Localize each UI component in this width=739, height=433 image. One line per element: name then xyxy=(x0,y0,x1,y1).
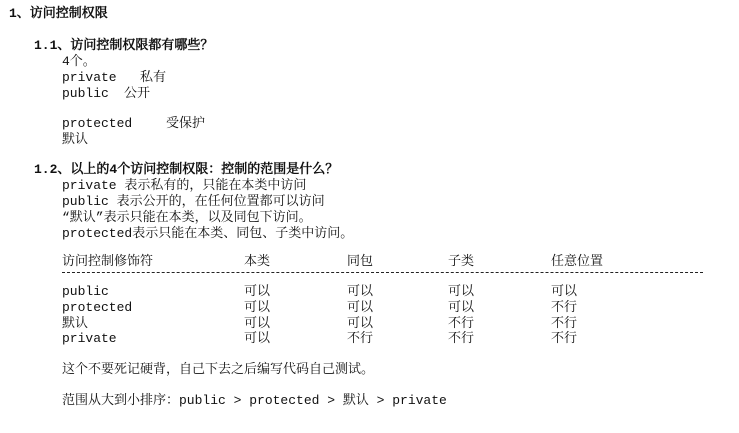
modifier-meaning-protected: 受保护 xyxy=(166,116,206,131)
table-cell: 不行 xyxy=(551,300,578,315)
table-cell: 可以 xyxy=(244,316,271,331)
modifier-meaning-public: 公开 xyxy=(124,86,151,101)
table-cell: 不行 xyxy=(448,331,475,346)
table-cell: 可以 xyxy=(347,284,374,299)
modifier-keyword-protected: protected xyxy=(62,116,133,131)
modifier-meaning-private: 私有 xyxy=(140,70,167,85)
question-2-heading: 1.2、以上的4个访问控制权限：控制的范围是什么？ xyxy=(34,162,339,177)
table-cell: 可以 xyxy=(551,284,578,299)
modifier-keyword-public: public xyxy=(62,86,109,101)
table-header-subclass: 子类 xyxy=(448,254,475,269)
table-header-same-class: 本类 xyxy=(244,254,271,269)
table-cell: 可以 xyxy=(448,300,475,315)
modifier-count: 4个。 xyxy=(62,54,96,69)
modifier-keyword-private: private xyxy=(62,70,117,85)
table-cell: 不行 xyxy=(551,316,578,331)
table-cell: 可以 xyxy=(244,331,271,346)
scope-line-default: “默认”表示只能在本类，以及同包下访问。 xyxy=(62,210,312,225)
advice-note: 这个不要死记硬背，自己下去之后编写代码自己测试。 xyxy=(62,362,375,377)
table-header-modifier: 访问控制修饰符 xyxy=(62,254,154,269)
table-cell: 不行 xyxy=(347,331,374,346)
table-divider xyxy=(62,272,703,273)
table-header-anywhere: 任意位置 xyxy=(551,254,604,269)
question-1-heading: 1.1、访问控制权限都有哪些？ xyxy=(34,38,214,53)
table-header-same-package: 同包 xyxy=(347,254,374,269)
section-title: 1、访问控制权限 xyxy=(9,6,108,21)
table-cell: 可以 xyxy=(448,284,475,299)
scope-line-protected: protected表示只能在本类、同包、子类中访问。 xyxy=(62,226,354,241)
scope-line-public: public 表示公开的，在任何位置都可以访问 xyxy=(62,194,325,209)
table-cell: 可以 xyxy=(347,300,374,315)
table-cell: 不行 xyxy=(551,331,578,346)
table-cell-modifier: 默认 xyxy=(62,316,89,331)
modifier-keyword-default: 默认 xyxy=(62,132,89,147)
table-cell: 可以 xyxy=(347,316,374,331)
scope-line-private: private 表示私有的，只能在本类中访问 xyxy=(62,178,307,193)
scope-order-note: 范围从大到小排序：public > protected > 默认 > private xyxy=(62,393,447,408)
table-cell: 可以 xyxy=(244,300,271,315)
table-cell-modifier: private xyxy=(62,331,117,346)
table-cell: 可以 xyxy=(244,284,271,299)
table-cell: 不行 xyxy=(448,316,475,331)
table-cell-modifier: protected xyxy=(62,300,133,315)
table-cell-modifier: public xyxy=(62,284,109,299)
